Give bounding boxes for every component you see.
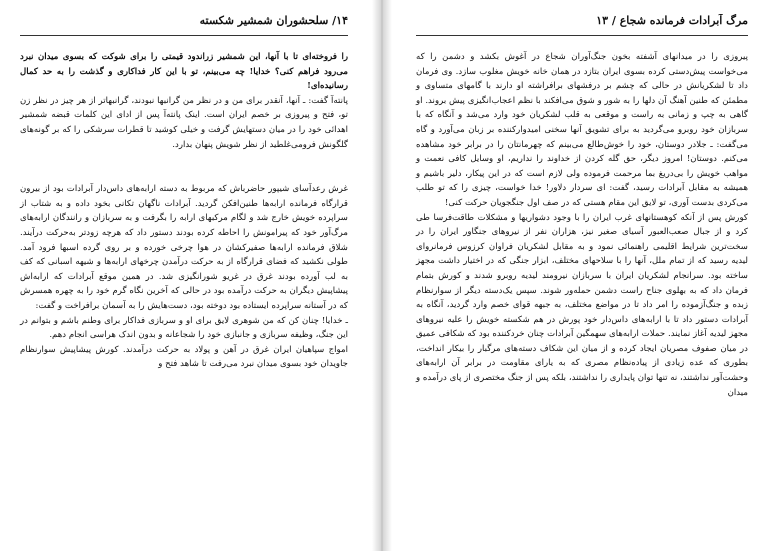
- paragraph: ـ خدایا! چنان کن که من شوهری لایق برای او و سربازی فداکار برای وطنم باشم و بتوانم در این جنگ، وظیفه سربازی و جانبازی خود را شجاعانه و بدون اندک هراسی انجام دهم.: [20, 315, 348, 341]
- paragraph: کورش پس از آنکه کوهستانهای غرب ایران را با وجود دشواریها و مشکلات طاقت‌فرسا طی کرد و از جبال صعب‌العبور آسیای صغیر نیز، هزاران نفر از نیروهای جنگاور ایران را در سخت‌ترین شرایط اقلیمی راهنمائی نمود و به مقابل لشکریان فراوان کرزوس فرمانروای لیدیه رسید که از تمام ملل، آنها را با سلاحهای مختلف، ابزار جنگی که در اختیار داشت مجهز ساخته بود. سرانجام لشکریان ایران با سربازان نیرومند لیدیه روبرو شدند و کورش بتمام فرمان داد که به بهلوی جناح راست دشمن حمله‌ور شوند. سپس یک‌دسته دیگر از سوارنظام زبده و جنگ‌آزموده را امر داد تا در مواضع مختلف، به جبهه قوای خصم وارد گردید، آنگاه به آبرادات دستور داد تا با ارابه‌های داس‌دار خود پورش در هم شکسته خویش را علیه نیروهای مجهز لیدیه آغاز نمایند. حملات ارابه‌های سهمگین آبرادات چنان خردکننده بود که شکافی عمیق در میان صفوف مصریان ایجاد کرده و از میان این شکاف دسته‌های مرگبار را بیکار انداخت، بطوری که عده زیادی از پیاده‌نظام مصری که به یارای مقاومت در برابر آن ارابه‌های وحشت‌آور نداشتند، نه تنها توان پایداری را نداشتند، بلکه پس از جنگ مختصری از پای درآمده و میدان: [416, 212, 748, 398]
- left-page-body: [20, 50, 348, 372]
- right-page: [392, 0, 768, 551]
- paragraph: غرش رعدآسای شیپور حاضرباش که مربوط به دسته ارابه‌های داس‌دار آبرادات بود از بیرون قرارگاه فرمانده ارابه‌ها طنین‌افکن گردید. آبرادات ناگهان تکانی بخود داده و به شتاب از سراپرده خویش خارج شد و لگام مرکبهای ارابه را بگرفت و به سربازان و رانندگان ارابه‌های مرگ‌آور خود که پیرامونش را احاطه کرده بودند دستور داد که هرچه زودتر به‌حرکت درآیند. شلاق فرمانده ارابه‌ها صفیرکشان در هوا چرخی خورده و بر روی گرده اسبها فرود آمد. طولی نکشید که فضای قرارگاه از به حرکت درآمدن چرخهای ارابه‌ها و شیهه اسبانی که کف به لب آورده بودند غرق در غریو شورانگیزی شد. در همین موقع آبرادات که ارابه‌اش پیشاپیش دیگران به حرکت درآمده بود در حالی که آخرین نگاه گرم خود را به چهره همسرش که در آستانه سراپرده ایستاده بود دوخته بود، دست‌هایش را به آسمان برافراخت و گفت:: [20, 184, 348, 311]
- book-gutter: [372, 0, 392, 551]
- paragraph: را فروخته‌ای تا با آنها، این شمشیر زراندود قیمتی را برای شوکت که بسوی میدان نبرد می‌رود فراهم کنی؟ خدایا! چه می‌بینم، تو با این کار فداکاری و گذشت را به حد کمال رسانیده‌ای!: [20, 52, 348, 92]
- right-page-body: [416, 50, 748, 400]
- paragraph-gap: [20, 152, 348, 182]
- right-page-header: مرگ‌ آبرادات فرمانده شجاع / ۱۳: [596, 14, 748, 27]
- paragraph: امواج سپاهیان ایران غرق در آهن و پولاد به حرکت درآمدند. کورش پیشاپیش سوارنظام جاویدان خود بسوی میدان نبرد می‌رفت تا شاهد فتح و: [20, 344, 348, 370]
- paragraph: پیروزی را در میدانهای آشفته بخون جنگ‌آوران شجاع در آغوش بکشد و دشمن را که می‌خواست پیش‌دستی کرده بسوی ایران بتازد در همان خانه خویش مغلوب سازد. وی فرمان داد تا لشکریانش در حالی که چشم بر درفشهای برافراشته او دارند با گامهای متساوی و مطمئن که طنین آهنگ آن دلها را به شور و شوق می‌افکند با نظم اعجاب‌انگیزی پیش بروند. او گاهی به چپ و زمانی به راست و موقعی به قلب لشکریان خود وارد می‌شد و آنگاه که با سربازان خود روبرو می‌گردید به برای تشویق آنها سخنی امیدوارکننده بر زبان می‌آورد و گاه می‌گفت: ـ جلادر دوستان، خود را خوش‌طالع می‌بینم که چهرمانتان را در برابر خود مشاهده می‌کنم. دوستان! امروز دیگر، حق گله کردن از خداوند را نداریم، او وسایل کافی نعمت و مواهب خویش را بی‌دریغ بما مرحمت فرموده ولی لازم است که در این پیکار، دلیر باشیم و همیشه به مقابل آبرادات رسید، گفت: ای سردار دلاور! خدا خواست، چیزی را که تو طلب می‌کردی بدست آوری، تو لایق این مقام هستی که در صف اول جنگجویان حرکت کنی!: [416, 52, 748, 208]
- left-page-header: ۱۴/ سلحشوران‌ شمشیر شکسته: [199, 14, 348, 27]
- right-header-rule: [416, 35, 748, 36]
- left-header-rule: [20, 35, 348, 36]
- paragraph: پانته‌آ گفت: ـ آنها، آنقدر برای من و در نظر من گرانبها نبودند، گرانبهاتر از هر چیز در نظر زن تو، فتح و پیروزی بر خصم ایران است. اینک پانته‌آ پس از ادای این کلمات قبضه شمشیر اهدائی خود را در میان دستهایش گرفت و خیلی کوشید تا قطرات سرشکی را که بر گونه‌های گلگونش فرومی‌غلطید از نظر شویش پنهان بدارد.: [20, 95, 348, 150]
- left-page: [0, 0, 372, 551]
